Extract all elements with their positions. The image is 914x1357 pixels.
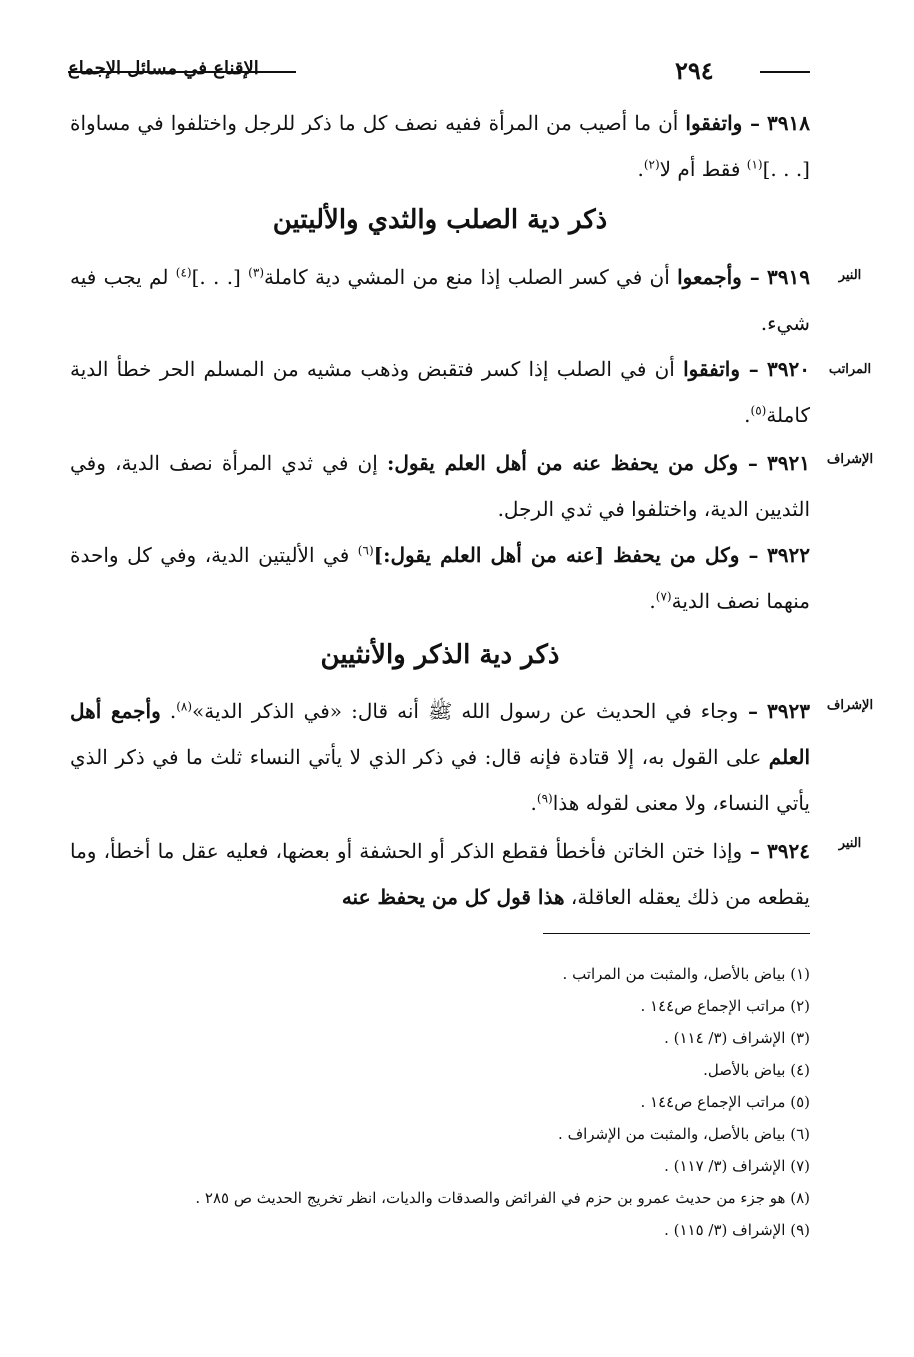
paragraph-bold: هذا قول كل من يحفظ عنه (341, 885, 565, 909)
paragraph-tail: في الأليتين الدية، وفي كل واحدة منهما نصف الدية (70, 543, 810, 613)
paragraph-tail: . (160, 699, 177, 723)
issue-number: ٣٩٢٣ (767, 699, 811, 723)
paragraph-end: . (744, 403, 751, 427)
paragraph-text: أن في الصلب إذا كسر فتقبض وذهب مشيه من المسلم الحر خطأ الدية كاملة (70, 357, 810, 427)
paragraph-bold: وأجمع أهل العلم (70, 699, 811, 769)
source-label: الإشراف (826, 698, 874, 713)
paragraph-tail: [. . .] (191, 265, 249, 289)
paragraph-end: . (649, 589, 656, 613)
paragraph-text: إن في ثدي المرأة نصف الدية، وفي الثديين الدية، واختلفوا في ثدي الرجل. (70, 451, 810, 521)
footnote: (٧) الإشراف (٣/ ١١٧) . (664, 1157, 810, 1175)
paragraph-3919: ٣٩١٩ – وأجمعوا أن في كسر الصلب إذا منع من المشي دية كاملة$^{(٣)}$ [. . .]$^{(٤)}$ لم يجب فيه شيء. (70, 265, 810, 335)
issue-number: ٣٩٢٠ (767, 357, 810, 381)
footnote-ref: (٩) (536, 791, 553, 806)
issue-number: ٣٩٢١ (767, 451, 811, 475)
paragraph-text: أن ما أصيب من المرأة ففيه نصف كل ما ذكر للرجل واختلفوا في مساواة [. . .] (70, 111, 810, 181)
issue-number: ٣٩٢٢ (767, 543, 811, 567)
paragraph-end: لم يجب فيه شيء. (70, 265, 810, 335)
paragraph-3918: ٣٩١٨ – واتفقوا أن ما أصيب من المرأة ففيه نصف كل ما ذكر للرجل واختلفوا في مساواة [. . .]$^{(١)}$ فقط أم لا$^{(٢)}$. (70, 111, 810, 181)
footnote-ref: (٤) (175, 265, 192, 280)
footnote: (٦) بياض بالأصل، والمثبت من الإشراف . (558, 1125, 810, 1143)
paragraph-3924: ٣٩٢٤ – وإذا ختن الخاتن فأخطأ فقطع الذكر أو الحشفة أو بعضها، فعليه عقل ما أخطأ، وما يقطعه من ذلك يعقله العاقلة، هذا قول كل من يحفظ عنه (70, 839, 810, 909)
source-label: النير (838, 268, 862, 283)
paragraph-lead: واتفقوا (685, 111, 743, 135)
footnotes (66, 958, 810, 1246)
paragraph-3923: ٣٩٢٣ – وجاء في الحديث عن رسول الله ﷺ أنه قال: «في الذكر الدية»$^{(٨)}$. وأجمع أهل العلم على القول به، إلا قتادة فإنه قال: في ذكر الذي لا يأتي النساء ثلث ما في ذكر الذي يأتي النساء، ولا معنى لقوله هذا$^{(٩)}$. (70, 699, 811, 815)
source-label: المراتب (828, 362, 872, 377)
paragraph-3920: ٣٩٢٠ – واتفقوا أن في الصلب إذا كسر فتقبض وذهب مشيه من المسلم الحر خطأ الدية كاملة$^{(٥)}$. (70, 357, 810, 427)
footnote-ref: (٧) (655, 589, 672, 604)
footnote-ref: (٣) (248, 265, 264, 280)
issue-number: ٣٩٢٤ (767, 839, 810, 863)
footnote: (١) بياض بالأصل، والمثبت من المراتب . (562, 965, 810, 983)
paragraph-lead: وأجمعوا (677, 265, 742, 289)
page-number: ٢٩٤ (675, 56, 714, 85)
book-title: الإقناع في مسائل الإجماع (68, 58, 259, 79)
paragraph-tail2: على القول به، إلا قتادة فإنه قال: في ذكر الذي لا يأتي النساء ثلث ما في ذكر الذي يأتي النساء، ولا معنى لقوله هذا (70, 745, 810, 815)
header-rule-right (760, 71, 810, 73)
paragraph-text: وإذا ختن الخاتن فأخطأ فقطع الذكر أو الحشفة أو بعضها، فعليه عقل ما أخطأ، وما يقطعه من ذلك يعقله العاقلة، (70, 839, 810, 909)
footnote-ref: (٢) (643, 157, 660, 172)
footnote: (٥) مراتب الإجماع ص١٤٤ . (640, 1093, 810, 1111)
paragraph-3921: ٣٩٢١ – وكل من يحفظ عنه من أهل العلم يقول: إن في ثدي المرأة نصف الدية، وفي الثديين الدية، واختلفوا في ثدي الرجل. (70, 451, 811, 521)
issue-number: ٣٩١٨ (767, 111, 810, 135)
footnote: (٩) الإشراف (٣/ ١١٥) . (664, 1221, 810, 1239)
footnote-ref: (١) (746, 157, 763, 172)
footnote: (٣) الإشراف (٣/ ١١٤) . (664, 1029, 810, 1047)
paragraph-lead: وكل من يحفظ عنه من أهل العلم يقول: (386, 451, 739, 475)
footnote: (٤) بياض بالأصل. (703, 1061, 810, 1079)
paragraph-3922: ٣٩٢٢ – وكل من يحفظ [عنه من أهل العلم يقول:]$^{(٦)}$ في الأليتين الدية، وفي كل واحدة منهما نصف الدية$^{(٧)}$. (70, 543, 811, 613)
paragraph-lead: واتفقوا (683, 357, 740, 381)
source-label: النير (838, 836, 862, 851)
paragraph-text: وجاء في الحديث عن رسول الله ﷺ أنه قال: «في الذكر الدية» (192, 699, 739, 723)
source-label: الإشراف (826, 452, 874, 467)
section-heading: ذكر دية الذكر والأنثيين (320, 640, 560, 670)
paragraph-tail: فقط أم لا (659, 157, 747, 181)
footnote: (٨) هو جزء من حديث عمرو بن حزم في الفرائض والصدقات والديات، انظر تخريج الحديث ص ٢٨٥ . (195, 1189, 810, 1207)
issue-number: ٣٩١٩ (767, 265, 810, 289)
paragraph-lead: وكل من يحفظ [عنه من أهل العلم يقول:] (373, 543, 740, 567)
footnote-ref: (٨) (176, 699, 193, 714)
paragraph-end: . (637, 157, 644, 181)
footnote: (٢) مراتب الإجماع ص١٤٤ . (640, 997, 810, 1015)
footnote-rule (543, 933, 810, 934)
section-heading: ذكر دية الصلب والثدي والأليتين (272, 205, 608, 235)
footnote-ref: (٦) (357, 543, 374, 558)
paragraph-end: . (530, 791, 537, 815)
footnote-ref: (٥) (750, 403, 767, 418)
paragraph-text: أن في كسر الصلب إذا منع من المشي دية كاملة (264, 265, 678, 289)
